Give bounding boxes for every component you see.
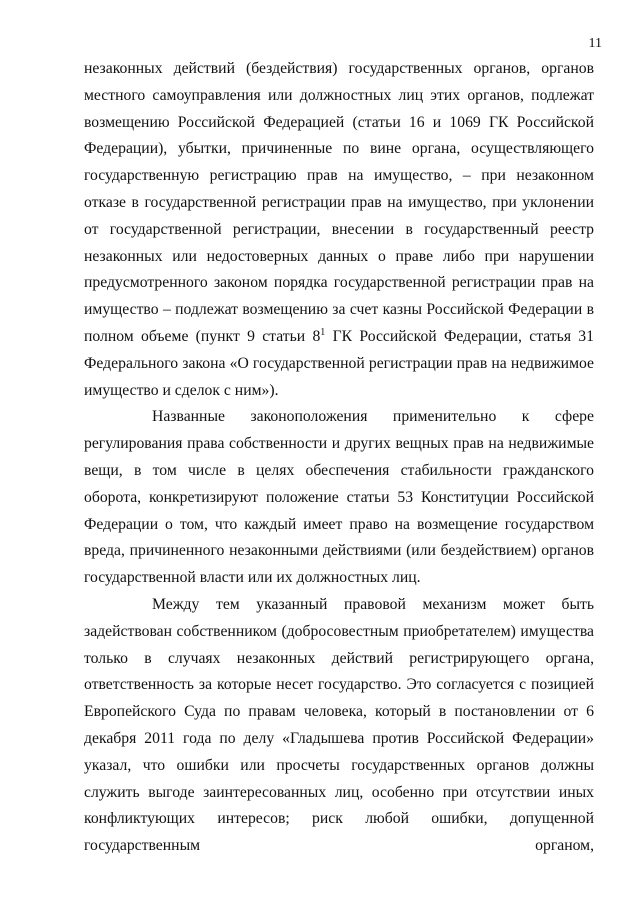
paragraph-1-text-part1: незаконных действий (бездействия) государственных органов, органов местного самоуправления или должностных лиц этих органов, подлежат возмещению Российской Федерацией (статьи 16 и 1069 ГК Российской Федерации), убытки, причиненные по вине органа, осуществляющего государственную регистрацию прав на имущество, – при незаконном отказе в государственной регистрации прав на имущество, при уклонении от государственной регистрации, внесении в государственный реестр незаконных или недостоверных данных о праве либо при нарушении предусмотренного законом порядка государственной регистрации прав на имущество – подлежат возмещению за счет казны Российской Федерации в полном объеме (пункт 9 статьи 8 [84,60,594,345]
paragraph-3: Между тем указанный правовой механизм может быть задействован собственником (добросовестным приобретателем) имущества только в случаях незаконных действий регистрирующего органа, ответственность за которые несет государство. Это согласуется с позицией Европейского Суда по правам человека, который в постановлении от 6 декабря 2011 года по делу «Гладышева против Российской Федерации» указал, что ошибки или просчеты государственных органов должны служить выгоде заинтересованных лиц, особенно при отсутствии иных конфликтующих интересов; риск любой ошибки, допущенной государственным органом, [84,595,594,855]
paragraph-1-text-part2: ГК Российской Федерации, статья 31 Федерального закона «О государственной регистрации прав на недвижимое имущество и сделок с ним»). [84,327,594,399]
document-body [84,56,594,860]
page-number: 11 [588,36,602,51]
paragraph-1 [84,56,594,404]
superscript-index: 1 [320,326,326,338]
paragraph-2: Названные законоположения применительно к сфере регулирования права собственности и других вещных прав на недвижимые вещи, в том числе в целях обеспечения стабильности гражданского оборота, конкретизируют положение статьи 53 Конституции Российской Федерации о том, что каждый имеет право на возмещение государством вреда, причиненного незаконными действиями (или бездействием) органов государственной власти или их должностных лиц. [84,408,594,587]
